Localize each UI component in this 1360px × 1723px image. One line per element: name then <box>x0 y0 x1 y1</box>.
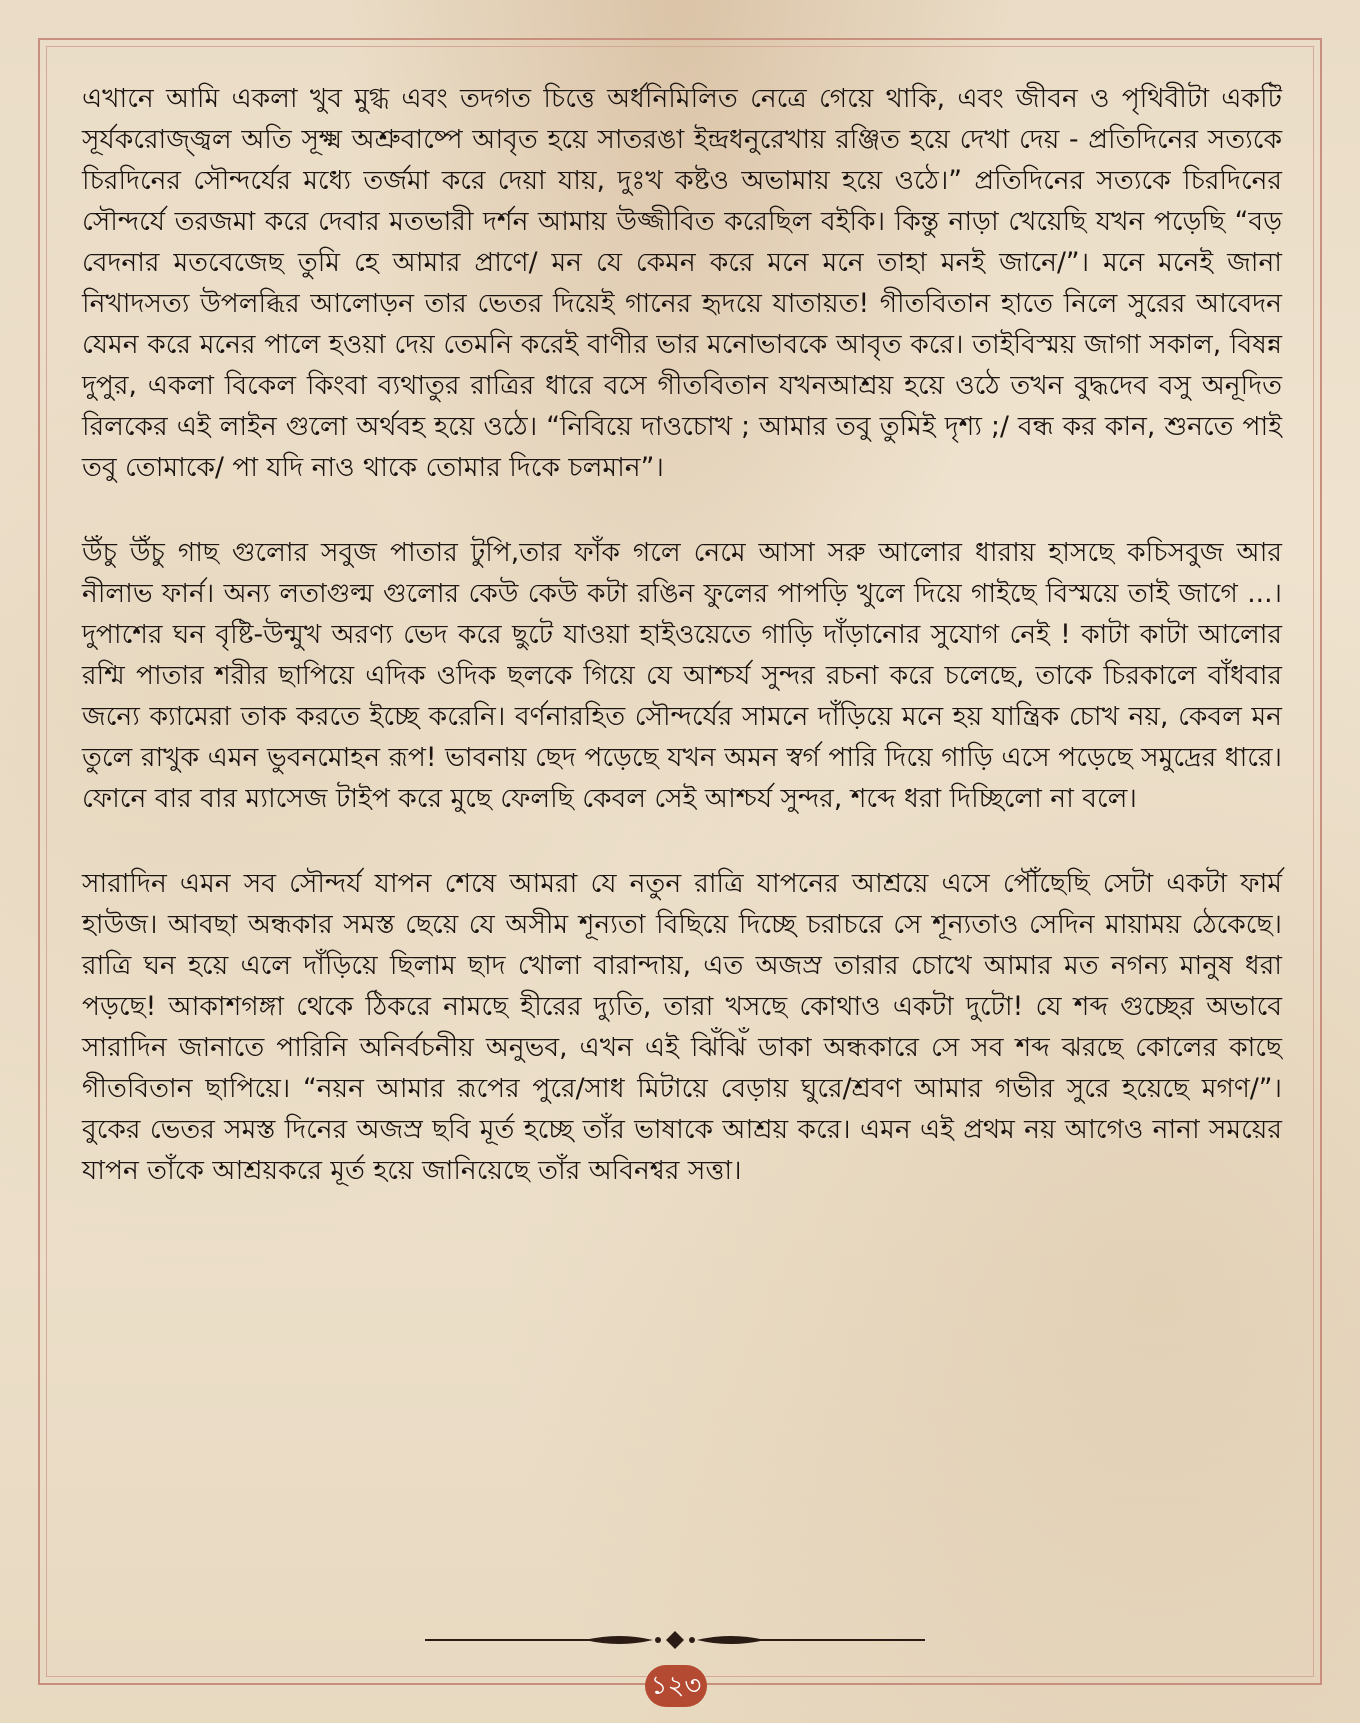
divider-ornament-icon <box>425 1628 925 1652</box>
page-body <box>82 78 1282 1235</box>
paragraph-3: সারাদিন এমন সব সৌন্দর্য যাপন শেষে আমরা যে নতুন রাত্রি যাপনের আশ্রয়ে এসে পৌঁছেছি সেটা একটা ফার্ম হাউজ। আবছা অন্ধকার সমস্ত ছেয়ে যে অসীম শূন্যতা বিছিয়ে দিচ্ছে চরাচরে সে শূন্যতাও সেদিন মায়াময় ঠেকেছে। রাত্রি ঘন হয়ে এলে দাঁড়িয়ে ছিলাম ছাদ খোলা বারান্দায়, এত অজস্র তারার চোখে আমার মত নগন্য মানুষ ধরা পড়ছে! আকাশগঙ্গা থেকে ঠিকরে নামছে হীরের দ্যুতি, তারা খসছে কোথাও একটা দুটো! যে শব্দ গুচ্ছের অভাবে সারাদিন জানাতে পারিনি অনির্বচনীয় অনুভব, এখন এই ঝিঁঝিঁ ডাকা অন্ধকারে সে সব শব্দ ঝরছে কোলের কাছে গীতবিতান ছাপিয়ে। “নয়ন আমার রূপের পুরে/সাধ মিটায়ে বেড়ায় ঘুরে/শ্রবণ আমার গভীর সুরে হয়েছে মগণ/”। বুকের ভেতর সমস্ত দিনের অজস্র ছবি মূর্ত হচ্ছে তাঁর ভাষাকে আশ্রয় করে। এমন এই প্রথম নয় আগেও নানা সময়ের যাপন তাঁকে আশ্রয়করে মূর্ত হয়ে জানিয়েছে তাঁর অবিনশ্বর সত্তা। <box>82 868 1282 1186</box>
page-number-badge: ১২৩ <box>645 1665 707 1707</box>
paragraph-1: এখানে আমি একলা খুব মুগ্ধ এবং তদগত চিত্তে অর্ধনিমিলিত নেত্রে গেয়ে থাকি, এবং জীবন ও পৃথিবীটা একটি সূর্যকরোজ্জ্বল অতি সূক্ষ্ম অশ্রুবাষ্পে আবৃত হয়ে সাতরঙা ইন্দ্রধনুরেখায় রঞ্জিত হয়ে দেখা দেয় - প্রতিদিনের সত্যকে চিরদিনের সৌন্দর্যের মধ্যে তর্জমা করে দেয়া যায়, দুঃখ কষ্টও অভামায় হয়ে ওঠে।” প্রতিদিনের সত্যকে চিরদিনের সৌন্দর্যে তরজমা করে দেবার মতভারী দর্শন আমায় উজ্জীবিত করেছিল বইকি। কিন্তু নাড়া খেয়েছি যখন পড়েছি “বড় বেদনার মতবেজেছ তুমি হে আমার প্রাণে/ মন যে কেমন করে মনে মনে তাহা মনই জানে/”। মনে মনেই জানা নিখাদসত্য উপলব্ধির আলোড়ন তার ভেতর দিয়েই গানের হৃদয়ে যাতায়ত! গীতবিতান হাতে নিলে সুরের আবেদন যেমন করে মনের পালে হওয়া দেয় তেমনি করেই বাণীর ভার মনোভাবকে আবৃত করে। তাইবিস্ময় জাগা সকাল, বিষন্ন দুপুর, একলা বিকেল কিংবা ব্যথাতুর রাত্রির ধারে বসে গীতবিতান যখনআশ্রয় হয়ে ওঠে তখন বুদ্ধদেব বসু অনূদিত রিলকের এই লাইন গুলো অর্থবহ হয়ে ওঠে। “নিবিয়ে দাওচোখ ; আমার তবু তুমিই দৃশ্য ;/ বন্ধ কর কান, শুনতে পাই তবু তোমাকে/ পা যদি নাও থাকে তোমার দিকে চলমান”। <box>82 83 1282 483</box>
paragraph-2: উঁচু উঁচু গাছ গুলোর সবুজ পাতার টুপি,তার ফাঁক গলে নেমে আসা সরু আলোর ধারায় হাসছে কচিসবুজ আর নীলাভ ফার্ন। অন্য লতাগুল্ম গুলোর কেউ কেউ কটা রঙিন ফুলের পাপড়ি খুলে দিয়ে গাইছে বিস্ময়ে তাই জাগে ...। দুপাশের ঘন বৃষ্টি-উন্মুখ অরণ্য ভেদ করে ছুটে যাওয়া হাইওয়েতে গাড়ি দাঁড়ানোর সুযোগ নেই ! কাটা কাটা আলোর রশ্মি পাতার শরীর ছাপিয়ে এদিক ওদিক ছলকে গিয়ে যে আশ্চর্য সুন্দর রচনা করে চলেছে, তাকে চিরকালে বাঁধবার জন্যে ক্যামেরা তাক করতে ইচ্ছে করেনি। বর্ণনারহিত সৌন্দর্যের সামনে দাঁড়িয়ে মনে হয় যান্ত্রিক চোখ নয়, কেবল মন তুলে রাখুক এমন ভুবনমোহন রূপ! ভাবনায় ছেদ পড়েছে যখন অমন স্বর্গ পারি দিয়ে গাড়ি এসে পড়েছে সমুদ্রের ধারে। ফোনে বার বার ম্যাসেজ টাইপ করে মুছে ফেলছি কেবল সেই আশ্চর্য সুন্দর, শব্দে ধরা দিচ্ছিলো না বলে। <box>82 537 1282 814</box>
